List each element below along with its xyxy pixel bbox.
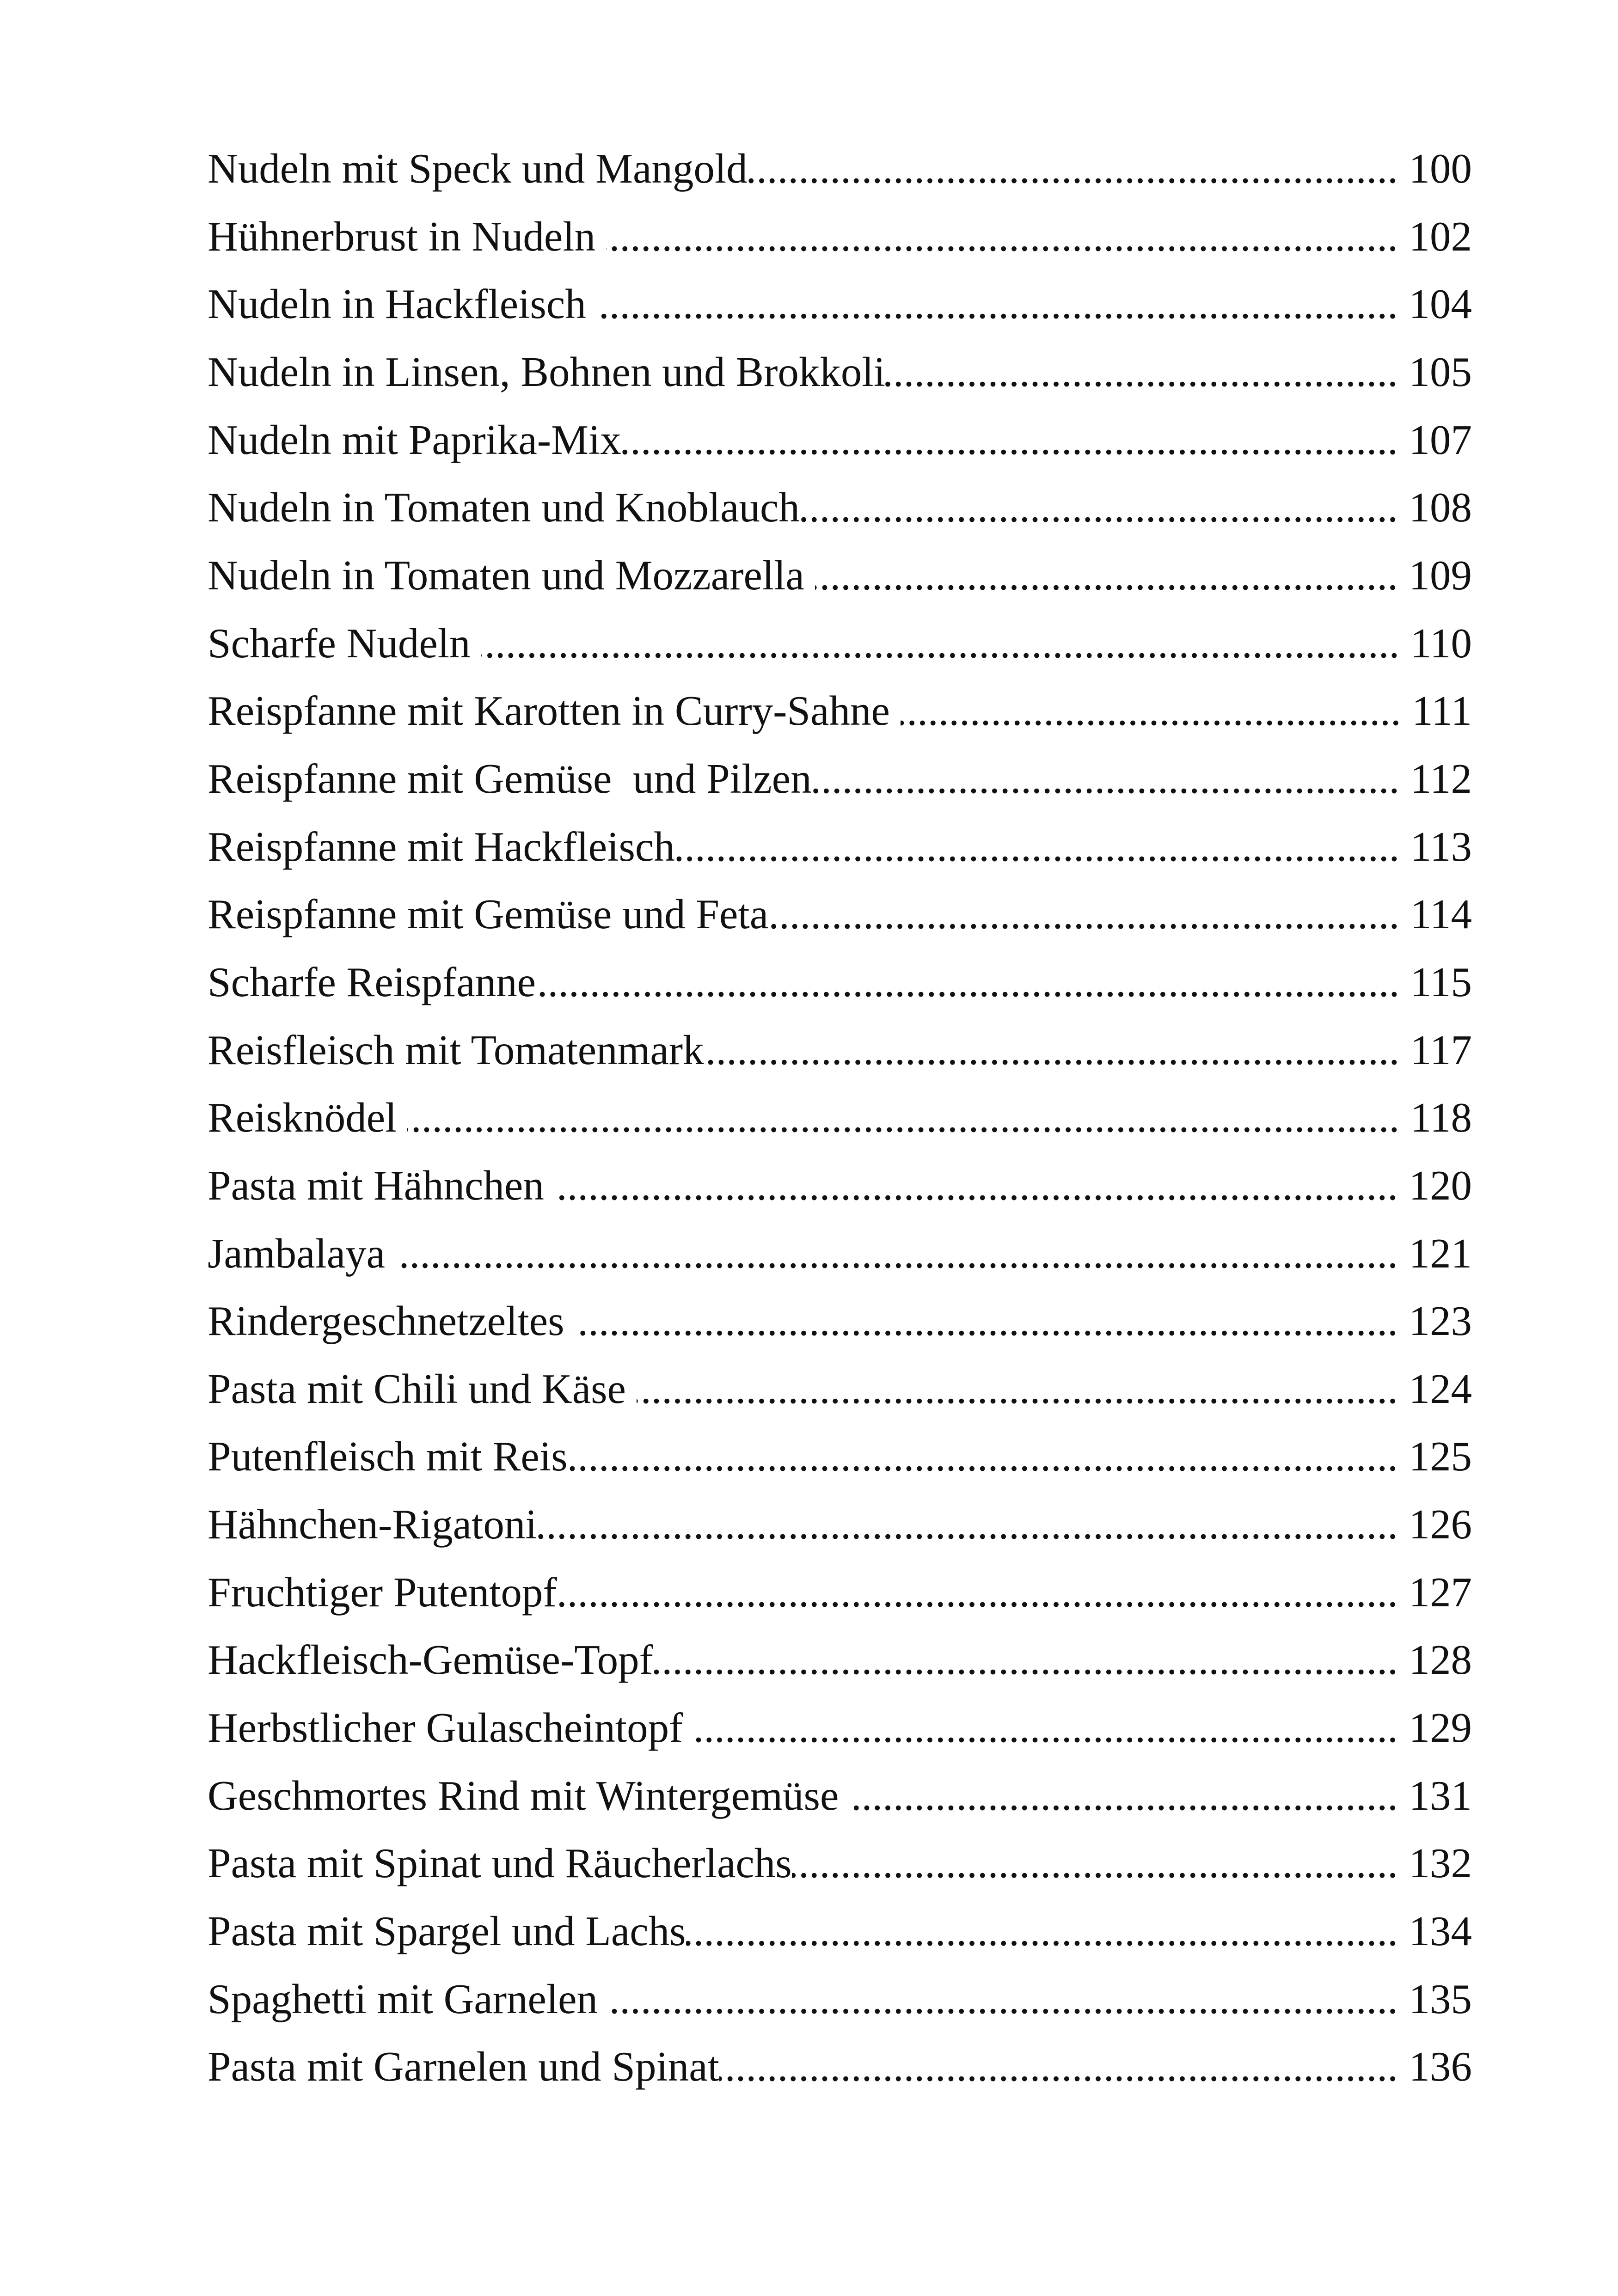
- dot-leader: [653, 1626, 1398, 1694]
- toc-entry-title: Putenfleisch mit Reis: [208, 1433, 568, 1480]
- toc-entry: [208, 881, 1472, 949]
- toc-entry-title: Spaghetti mit Garnelen: [208, 1975, 608, 2022]
- dot-leader: [704, 1016, 1400, 1084]
- toc-entry-title: Reisknödel: [208, 1094, 408, 1141]
- toc-entry: [208, 1626, 1472, 1694]
- toc-entry: [208, 1559, 1472, 1627]
- toc-entry: [208, 542, 1472, 610]
- toc-entry-page-number: 126: [1409, 1501, 1472, 1548]
- dot-leader: [557, 1559, 1398, 1627]
- toc-entry-page-number: 104: [1409, 281, 1472, 328]
- toc-entry-title: Hähnchen-Rigatoni: [208, 1501, 537, 1548]
- toc-entry-title: Reisfleisch mit Tomatenmark: [208, 1026, 704, 1073]
- dot-leader: [815, 542, 1398, 610]
- toc-entry: [208, 1491, 1472, 1559]
- toc-entry-title: Scharfe Reispfanne: [208, 958, 536, 1005]
- dot-leader: [567, 1423, 1397, 1491]
- toc-entry: [208, 2033, 1472, 2101]
- dot-leader: [719, 2033, 1398, 2101]
- toc-entry-page-number: 109: [1409, 551, 1472, 599]
- toc-entry-title: Pasta mit Chili und Käse: [208, 1365, 637, 1412]
- dot-leader: [686, 1898, 1398, 1965]
- toc-entry: [208, 813, 1472, 881]
- toc-entry-page-number: 118: [1410, 1094, 1472, 1141]
- toc-entry-page-number: 124: [1409, 1365, 1472, 1412]
- toc-entry: [208, 1898, 1472, 1965]
- toc-entry: [208, 610, 1472, 678]
- toc-entry-page-number: 121: [1409, 1230, 1472, 1277]
- dot-leader: [768, 881, 1399, 949]
- dot-leader: [637, 1355, 1398, 1423]
- dot-leader: [396, 1220, 1398, 1288]
- toc-entry-title: Pasta mit Garnelen und Spinat: [208, 2043, 719, 2090]
- toc-entry: [208, 1694, 1472, 1762]
- toc-entry-title: Herbstlicher Gulascheintopf: [208, 1704, 694, 1751]
- dot-leader: [885, 338, 1398, 406]
- toc-entry: [208, 203, 1472, 271]
- toc-entry-title: Scharfe Nudeln: [208, 619, 481, 667]
- toc-entry: [208, 1762, 1472, 1830]
- toc-entry-page-number: 108: [1409, 484, 1472, 531]
- toc-entry-title: Hackfleisch-Gemüse-Topf: [208, 1636, 653, 1684]
- toc-entry-page-number: 105: [1409, 348, 1472, 395]
- dot-leader: [596, 270, 1397, 338]
- toc-entry-page-number: 102: [1409, 213, 1472, 260]
- dot-leader: [537, 1491, 1398, 1559]
- toc-entry-title: Rindergeschnetzeltes: [208, 1298, 575, 1345]
- toc-entry-page-number: 127: [1409, 1568, 1472, 1616]
- toc-list: [208, 135, 1472, 2101]
- dot-leader: [407, 1084, 1399, 1152]
- toc-entry-title: Hühnerbrust in Nudeln: [208, 213, 606, 260]
- dot-leader: [608, 1965, 1398, 2033]
- toc-entry: [208, 1152, 1472, 1220]
- toc-entry: [208, 474, 1472, 542]
- dot-leader: [575, 1287, 1398, 1355]
- toc-entry-page-number: 134: [1409, 1908, 1472, 1955]
- toc-entry-title: Nudeln mit Speck und Mangold: [208, 145, 748, 192]
- toc-entry: [208, 406, 1472, 474]
- toc-entry-title: Reispfanne mit Karotten in Curry-Sahne: [208, 687, 901, 735]
- dot-leader: [621, 406, 1398, 474]
- toc-entry-page-number: 112: [1410, 755, 1472, 802]
- toc-entry-title: Reispfanne mit Gemüse und Pilzen: [208, 755, 812, 802]
- toc-entry-title: Nudeln in Tomaten und Mozzarella: [208, 551, 815, 599]
- toc-entry-page-number: 131: [1409, 1772, 1472, 1819]
- dot-leader: [675, 813, 1399, 881]
- toc-entry-page-number: 110: [1410, 619, 1472, 667]
- toc-entry: [208, 949, 1472, 1016]
- toc-entry: [208, 677, 1472, 745]
- toc-entry-page-number: 135: [1409, 1975, 1472, 2022]
- toc-entry-page-number: 128: [1409, 1636, 1472, 1684]
- toc-entry: [208, 338, 1472, 406]
- toc-entry-title: Fruchtiger Putentopf: [208, 1568, 557, 1616]
- dot-leader: [901, 677, 1401, 745]
- toc-entry-title: Nudeln in Linsen, Bohnen und Brokkoli: [208, 348, 885, 395]
- toc-entry-page-number: 111: [1412, 687, 1472, 735]
- dot-leader: [812, 745, 1400, 813]
- toc-entry: [208, 745, 1472, 813]
- toc-entry-page-number: 120: [1409, 1162, 1472, 1209]
- toc-entry-title: Pasta mit Spinat und Räucherlachs: [208, 1840, 792, 1887]
- toc-entry: [208, 1084, 1472, 1152]
- toc-entry-title: Jambalaya: [208, 1230, 396, 1277]
- toc-entry-title: Reispfanne mit Gemüse und Feta: [208, 891, 769, 938]
- toc-entry: [208, 1830, 1472, 1898]
- toc-entry-page-number: 107: [1409, 416, 1472, 463]
- dot-leader: [792, 1830, 1398, 1898]
- toc-entry-page-number: 123: [1409, 1298, 1472, 1345]
- toc-entry: [208, 1965, 1472, 2033]
- toc-entry-page-number: 115: [1410, 958, 1472, 1005]
- toc-entry: [208, 1016, 1472, 1084]
- toc-entry-page-number: 117: [1410, 1026, 1472, 1073]
- toc-entry-title: Nudeln in Tomaten und Knoblauch: [208, 484, 800, 531]
- toc-entry-title: Reispfanne mit Hackfleisch: [208, 823, 675, 870]
- dot-leader: [555, 1152, 1398, 1220]
- toc-entry-page-number: 125: [1409, 1433, 1472, 1480]
- dot-leader: [800, 474, 1398, 542]
- toc-entry-page-number: 100: [1409, 145, 1472, 192]
- dot-leader: [849, 1762, 1398, 1830]
- toc-entry-title: Pasta mit Spargel und Lachs: [208, 1908, 686, 1955]
- toc-entry-page-number: 129: [1409, 1704, 1472, 1751]
- toc-entry-page-number: 132: [1409, 1840, 1472, 1887]
- toc-entry: [208, 1355, 1472, 1423]
- dot-leader: [481, 610, 1399, 678]
- toc-entry: [208, 1220, 1472, 1288]
- toc-entry: [208, 270, 1472, 338]
- toc-entry: [208, 1423, 1472, 1491]
- toc-entry-title: Geschmortes Rind mit Wintergemüse: [208, 1772, 850, 1819]
- toc-entry-title: Nudeln in Hackfleisch: [208, 281, 597, 328]
- toc-entry: [208, 1287, 1472, 1355]
- toc-entry-page-number: 114: [1410, 891, 1472, 938]
- toc-entry-page-number: 136: [1409, 2043, 1472, 2090]
- dot-leader: [606, 203, 1398, 271]
- dot-leader: [748, 135, 1398, 203]
- toc-entry-title: Pasta mit Hähnchen: [208, 1162, 555, 1209]
- toc-entry-page-number: 113: [1410, 823, 1472, 870]
- dot-leader: [536, 949, 1399, 1016]
- toc-entry-title: Nudeln mit Paprika-Mix: [208, 416, 621, 463]
- dot-leader: [693, 1694, 1398, 1762]
- toc-entry: [208, 135, 1472, 203]
